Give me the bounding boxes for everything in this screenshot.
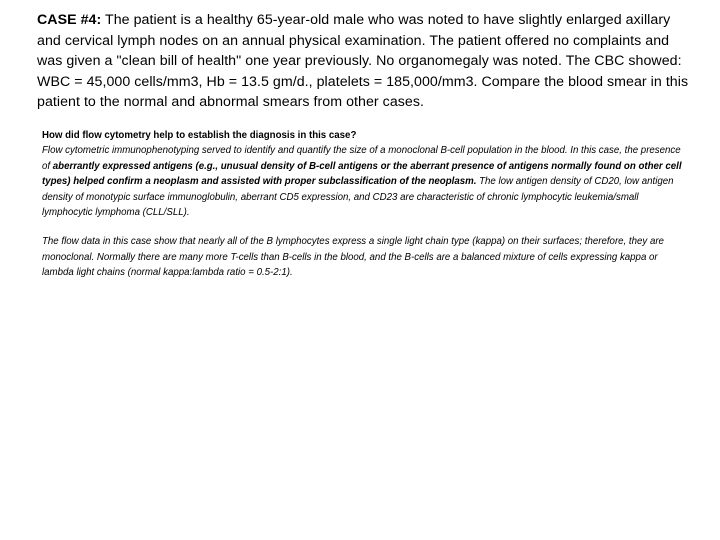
case-text: The patient is a healthy 65-year-old male who was noted to have slightly enlarged axillary and cervical lymph nodes on an annual physical examination. The patient offered no complaints and was given a "clean bill of health" one year previously. No organomegaly was noted. The CBC showed: WBC = 45,000 cells/mm3, Hb = 13.5 gm/d., platelets = 185,000/mm3. Compare the blood smear in this patient to the normal and abnormal smears from other cases. xyxy=(37,12,689,110)
answer-text-part2: The low antigen density of CD20, low antigen density of monotypic surface immunoglobulin, aberrant CD5 expression, and CD23 are characteristic of chronic lymphocytic leukemia/small lymphocytic lymphoma (CLL/SLL). xyxy=(42,176,674,219)
case-description xyxy=(37,10,689,113)
answer-bold-text: aberrantly expressed antigens (e.g., unusual density of B-cell antigens or the aberrant presence of antigens normally found on other cell types) helped confirm a neoplasm and assisted with proper subclassification of the neoplasm. xyxy=(42,160,682,188)
answer-paragraph xyxy=(42,143,687,220)
answer-text-part1: Flow cytometric immunophenotyping served to identify and quantify the size of a monoclonal B-cell population in the blood. In this case, the presence of xyxy=(42,145,681,172)
question-answer-section xyxy=(42,128,687,281)
question-heading: How did flow cytometry help to establish the diagnosis in this case? xyxy=(42,130,357,141)
case-label: CASE #4: xyxy=(37,12,102,28)
flow-data-paragraph: The flow data in this case show that nearly all of the B lymphocytes express a single light chain type (kappa) on their surfaces; therefore, they are monoclonal. Normally there are many more T-cells than B-cells in the blood, and the B-cells are a balanced mixture of cells expressing kappa or lambda light chains (normal kappa:lambda ratio = 0.5-2:1). xyxy=(42,236,664,279)
